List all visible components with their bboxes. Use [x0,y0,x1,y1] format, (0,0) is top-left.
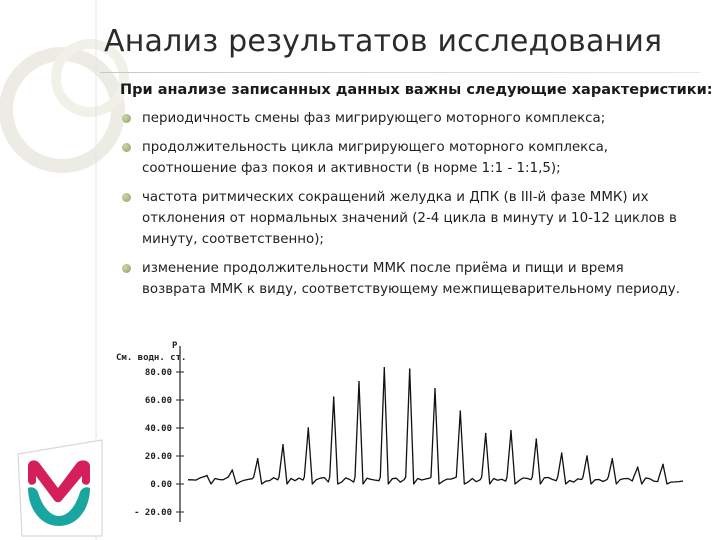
y-tick-label: - 20.00 [134,508,172,518]
peak-point [434,388,436,390]
peak-point [232,469,234,471]
peak-point [485,433,487,435]
y-tick-label: 80.00 [144,368,172,378]
bullet-text: частота ритмических сокращений желудка и ДПК (в III-й фазе ММК) их отклонения от нормальных значений (2-4 цикла в минуту и 10-12 циклов в минуту, соответственно); [142,190,677,247]
chart-y-axis-label: См. водн. ст. [116,353,187,363]
y-tick-label: 40.00 [144,424,172,434]
peak-point [637,466,639,468]
bullet-dot-icon [122,143,131,152]
pressure-chart [110,340,690,530]
trace-layer [188,367,683,484]
peak-point [358,381,360,383]
y-tick-label: 20.00 [144,452,172,462]
title-divider [100,72,700,73]
peak-point [206,475,208,477]
peak-point [561,452,563,454]
y-tick-label: 60.00 [144,396,172,406]
bullet-text: периодичность смены фаз мигрирующего моторного комплекса; [142,111,606,126]
bullet-dot-icon [122,193,131,202]
series-line [188,368,683,484]
peak-point [384,367,386,369]
intro-text: При анализе записанных данных важны следующие характеристики: [120,82,713,98]
bullet-text: изменение продолжительности ММК после приёма и пищи и время возврата ММК к виду, соответствующему межпищеварительному периоду. [142,261,680,297]
decor-circle-large [6,54,118,166]
y-tick-label: 0.00 [150,480,172,490]
peak-point [409,368,411,370]
peak-point [333,396,335,398]
peak-point [662,464,664,466]
peak-point [460,410,462,412]
chart-p-label: P [172,341,178,351]
bullet-item [120,187,690,250]
chart-svg [110,340,690,530]
bullet-list [120,108,690,308]
peak-point [308,427,310,429]
page-title: Анализ результатов исследования [104,24,663,59]
university-logo [14,436,104,540]
bullet-item [120,258,690,300]
bullet-item [120,108,690,129]
bullet-dot-icon [122,114,131,123]
bullet-item [120,137,690,179]
peak-point [586,455,588,457]
peak-point [282,444,284,446]
peak-point [612,458,614,460]
bullet-text: продолжительность цикла мигрирующего моторного комплекса, соотношение фаз покоя и активности (в норме 1:1 - 1:1,5); [142,140,609,176]
peak-point [536,438,538,440]
bullet-dot-icon [122,264,131,273]
y-ticks [134,368,184,518]
peak-point [257,458,259,460]
peak-point [510,430,512,432]
